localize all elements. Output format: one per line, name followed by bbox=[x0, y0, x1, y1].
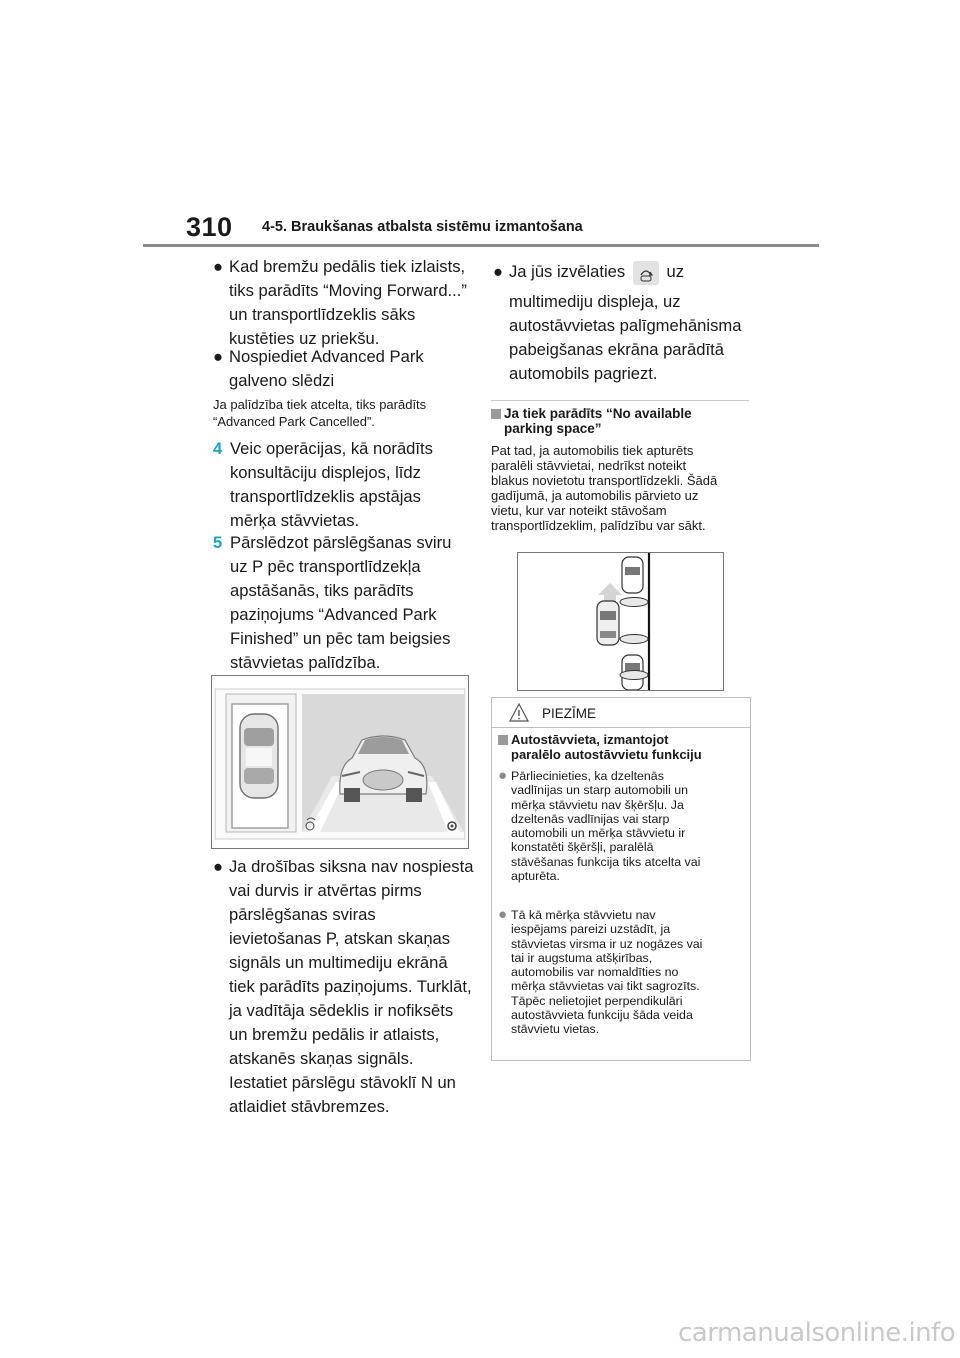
section-divider bbox=[491, 400, 749, 401]
bullet-dot: ● bbox=[213, 347, 224, 366]
text-line: Pat tad, ja automobilis tiek apturēts bbox=[491, 443, 694, 458]
section-square-icon bbox=[491, 409, 501, 419]
notice-item-obstacles bbox=[498, 769, 748, 887]
text-line: Autostāvvieta, izmantojot bbox=[511, 732, 669, 747]
text-line: Tā kā mērķa stāvvietu nav bbox=[511, 908, 656, 922]
text-line: Kad bremžu pedālis tiek izlaists, bbox=[229, 257, 466, 276]
bullet-seatbelt-warning bbox=[213, 855, 475, 1119]
bullet-main-switch bbox=[213, 345, 473, 393]
text-line: konstatēti šķēršļi, paralēlā bbox=[511, 840, 654, 855]
parking-screen-illustration bbox=[212, 676, 468, 848]
own-car-icon bbox=[597, 601, 619, 645]
cancel-note bbox=[213, 396, 473, 430]
text-line: apturēta. bbox=[511, 869, 560, 884]
text-line: stāvvietas virsma ir uz nogāzes vai bbox=[511, 936, 703, 951]
warning-triangle-icon bbox=[509, 703, 529, 722]
section-heading-no-space bbox=[491, 406, 749, 438]
section-square-icon bbox=[498, 735, 508, 745]
text-line: autostāvvieta funkciju šāda veida bbox=[511, 1008, 693, 1023]
step-number: 4 bbox=[213, 439, 223, 458]
text-line: vai durvis ir atvērtas pirms bbox=[229, 881, 422, 900]
parked-car-icon bbox=[622, 557, 643, 593]
text-line: parking space” bbox=[504, 421, 602, 436]
text-line: paralēlo autostāvvietu funkciju bbox=[511, 747, 702, 762]
text-line: stāvvietu vietas. bbox=[511, 1022, 600, 1037]
text-line: pabeigšanas ekrāna parādītā bbox=[509, 340, 724, 359]
text-line: automobils pagriezt. bbox=[509, 364, 658, 383]
text-line: galveno slēdzi bbox=[229, 371, 335, 390]
text-line: automobili un mērķa stāvvietu ir bbox=[511, 826, 686, 841]
text-line: iespējams pareizi uzstādīt, ja bbox=[511, 922, 671, 937]
text-line: blakus novietotu transportlīdzekli. Šādā bbox=[491, 473, 718, 488]
bullet-dot: ● bbox=[213, 257, 224, 276]
text-line: Ja tiek parādīts “No available bbox=[504, 406, 692, 421]
text-line: tiek parādīts paziņojums. Turklāt, bbox=[229, 977, 472, 996]
text-line: uz bbox=[666, 262, 684, 281]
text-line: kustēties uz priekšu. bbox=[229, 329, 380, 348]
section-title: 4-5. Braukšanas atbalsta sistēmu izmantošana bbox=[262, 219, 583, 235]
notice-item-slope bbox=[498, 908, 748, 1040]
text-line: Pārslēdzot pārslēgšanas sviru bbox=[230, 533, 452, 552]
bullet-dot: ● bbox=[493, 262, 504, 281]
text-line: ja vadītāja sēdeklis ir nofiksēts bbox=[229, 1001, 454, 1020]
text-line: vadlīnijas un starp automobili un bbox=[511, 783, 689, 798]
text-line: paziņojums “Advanced Park bbox=[230, 605, 437, 624]
bullet-dot: ● bbox=[213, 857, 224, 876]
text-line: Ja jūs izvēlaties bbox=[509, 262, 626, 281]
text-line: gadījumā, ja automobilis pārvieto uz bbox=[491, 488, 699, 503]
text-line: dzeltenās vadlīnijas vai starp bbox=[511, 811, 670, 826]
step-4 bbox=[213, 437, 473, 533]
bullet-dot: ● bbox=[498, 906, 508, 923]
step-5 bbox=[213, 531, 473, 675]
rotate-icon bbox=[633, 261, 659, 285]
text-line: atlaidiet stāvbremzes. bbox=[229, 1097, 390, 1116]
text-line: Nospiediet Advanced Park bbox=[229, 347, 424, 366]
text-line: Ja drošības siksna nav nospiesta bbox=[229, 857, 474, 876]
car-top-view-icon bbox=[240, 714, 278, 798]
text-line: tiks parādīts “Moving Forward...” bbox=[229, 281, 467, 300]
text-line: multimediju displeja, uz bbox=[509, 292, 681, 311]
text-line: un bremžu pedālis ir atlaists, bbox=[229, 1025, 440, 1044]
text-line: Veic operācijas, kā norādīts bbox=[230, 439, 433, 458]
text-line: signāls un multimediju ekrānā bbox=[229, 953, 448, 972]
text-line: transportlīdzeklim, palīdzību var sākt. bbox=[491, 518, 706, 533]
text-line: pārslēgšanas sviras bbox=[229, 905, 376, 924]
parallel-parking-figure bbox=[517, 552, 724, 691]
text-line: Tāpēc nelietojiet perpendikulāri bbox=[511, 993, 683, 1008]
text-line: Ja palīdzība tiek atcelta, tiks parādīts bbox=[213, 397, 427, 412]
text-line: autostāvvietas palīgmehānisma bbox=[509, 316, 742, 335]
bullet-rotate-car bbox=[493, 260, 753, 384]
text-line: “Advanced Park Cancelled”. bbox=[213, 414, 375, 429]
header-rule bbox=[143, 244, 819, 247]
text-line: tai ir augstuma atšķirības, bbox=[511, 950, 653, 965]
section-body bbox=[491, 443, 753, 533]
text-line: ievietošanas P, atskan skaņas bbox=[229, 929, 451, 948]
parallel-parking-diagram bbox=[518, 553, 723, 690]
text-line: stāvvietas palīdzība. bbox=[230, 653, 381, 672]
text-line: Iestatiet pārslēgu stāvoklī N un bbox=[229, 1073, 456, 1092]
page-number: 310 bbox=[186, 212, 233, 242]
text-line: transportlīdzeklis apstājas bbox=[230, 487, 421, 506]
text-line: Pārliecinieties, ka dzeltenās bbox=[511, 769, 664, 783]
notice-divider bbox=[492, 727, 750, 728]
step-number: 5 bbox=[213, 533, 223, 552]
watermark: carmanualsonline.info bbox=[678, 1318, 956, 1348]
text-line: paralēli stāvvietai, nedrīkst noteikt bbox=[491, 458, 687, 473]
bullet-dot: ● bbox=[498, 767, 508, 784]
notice-box bbox=[491, 697, 751, 1061]
text-line: mērķa stāvvietas. bbox=[230, 511, 360, 530]
notice-heading bbox=[498, 732, 744, 764]
text-line: mērķa stāvvietu nav šķēršļu. Ja bbox=[511, 797, 684, 812]
text-line: mērķa stāvvietas vai tikt sagrozīts. bbox=[511, 979, 700, 994]
notice-title: PIEZĪME bbox=[542, 706, 597, 721]
bullet-brake-release bbox=[213, 255, 473, 351]
text-line: uz P pēc transportlīdzekļa bbox=[230, 557, 421, 576]
text-line: stāvēšanas funkcija tiks atcelta vai bbox=[511, 854, 701, 869]
text-line: apstāšanās, tiks parādīts bbox=[230, 581, 414, 600]
text-line: un transportlīdzeklis sāks bbox=[229, 305, 416, 324]
multimedia-screen-figure bbox=[211, 675, 469, 849]
text-line: atskanēs skaņas signāls. bbox=[229, 1049, 414, 1068]
text-line: vietu, kur var noteikt stāvošam bbox=[491, 503, 667, 518]
text-line: konsultāciju displejos, līdz bbox=[230, 463, 421, 482]
text-line: automobilis var nomaldīties no bbox=[511, 965, 679, 980]
text-line: Finished” un pēc tam beigsies bbox=[230, 629, 451, 648]
